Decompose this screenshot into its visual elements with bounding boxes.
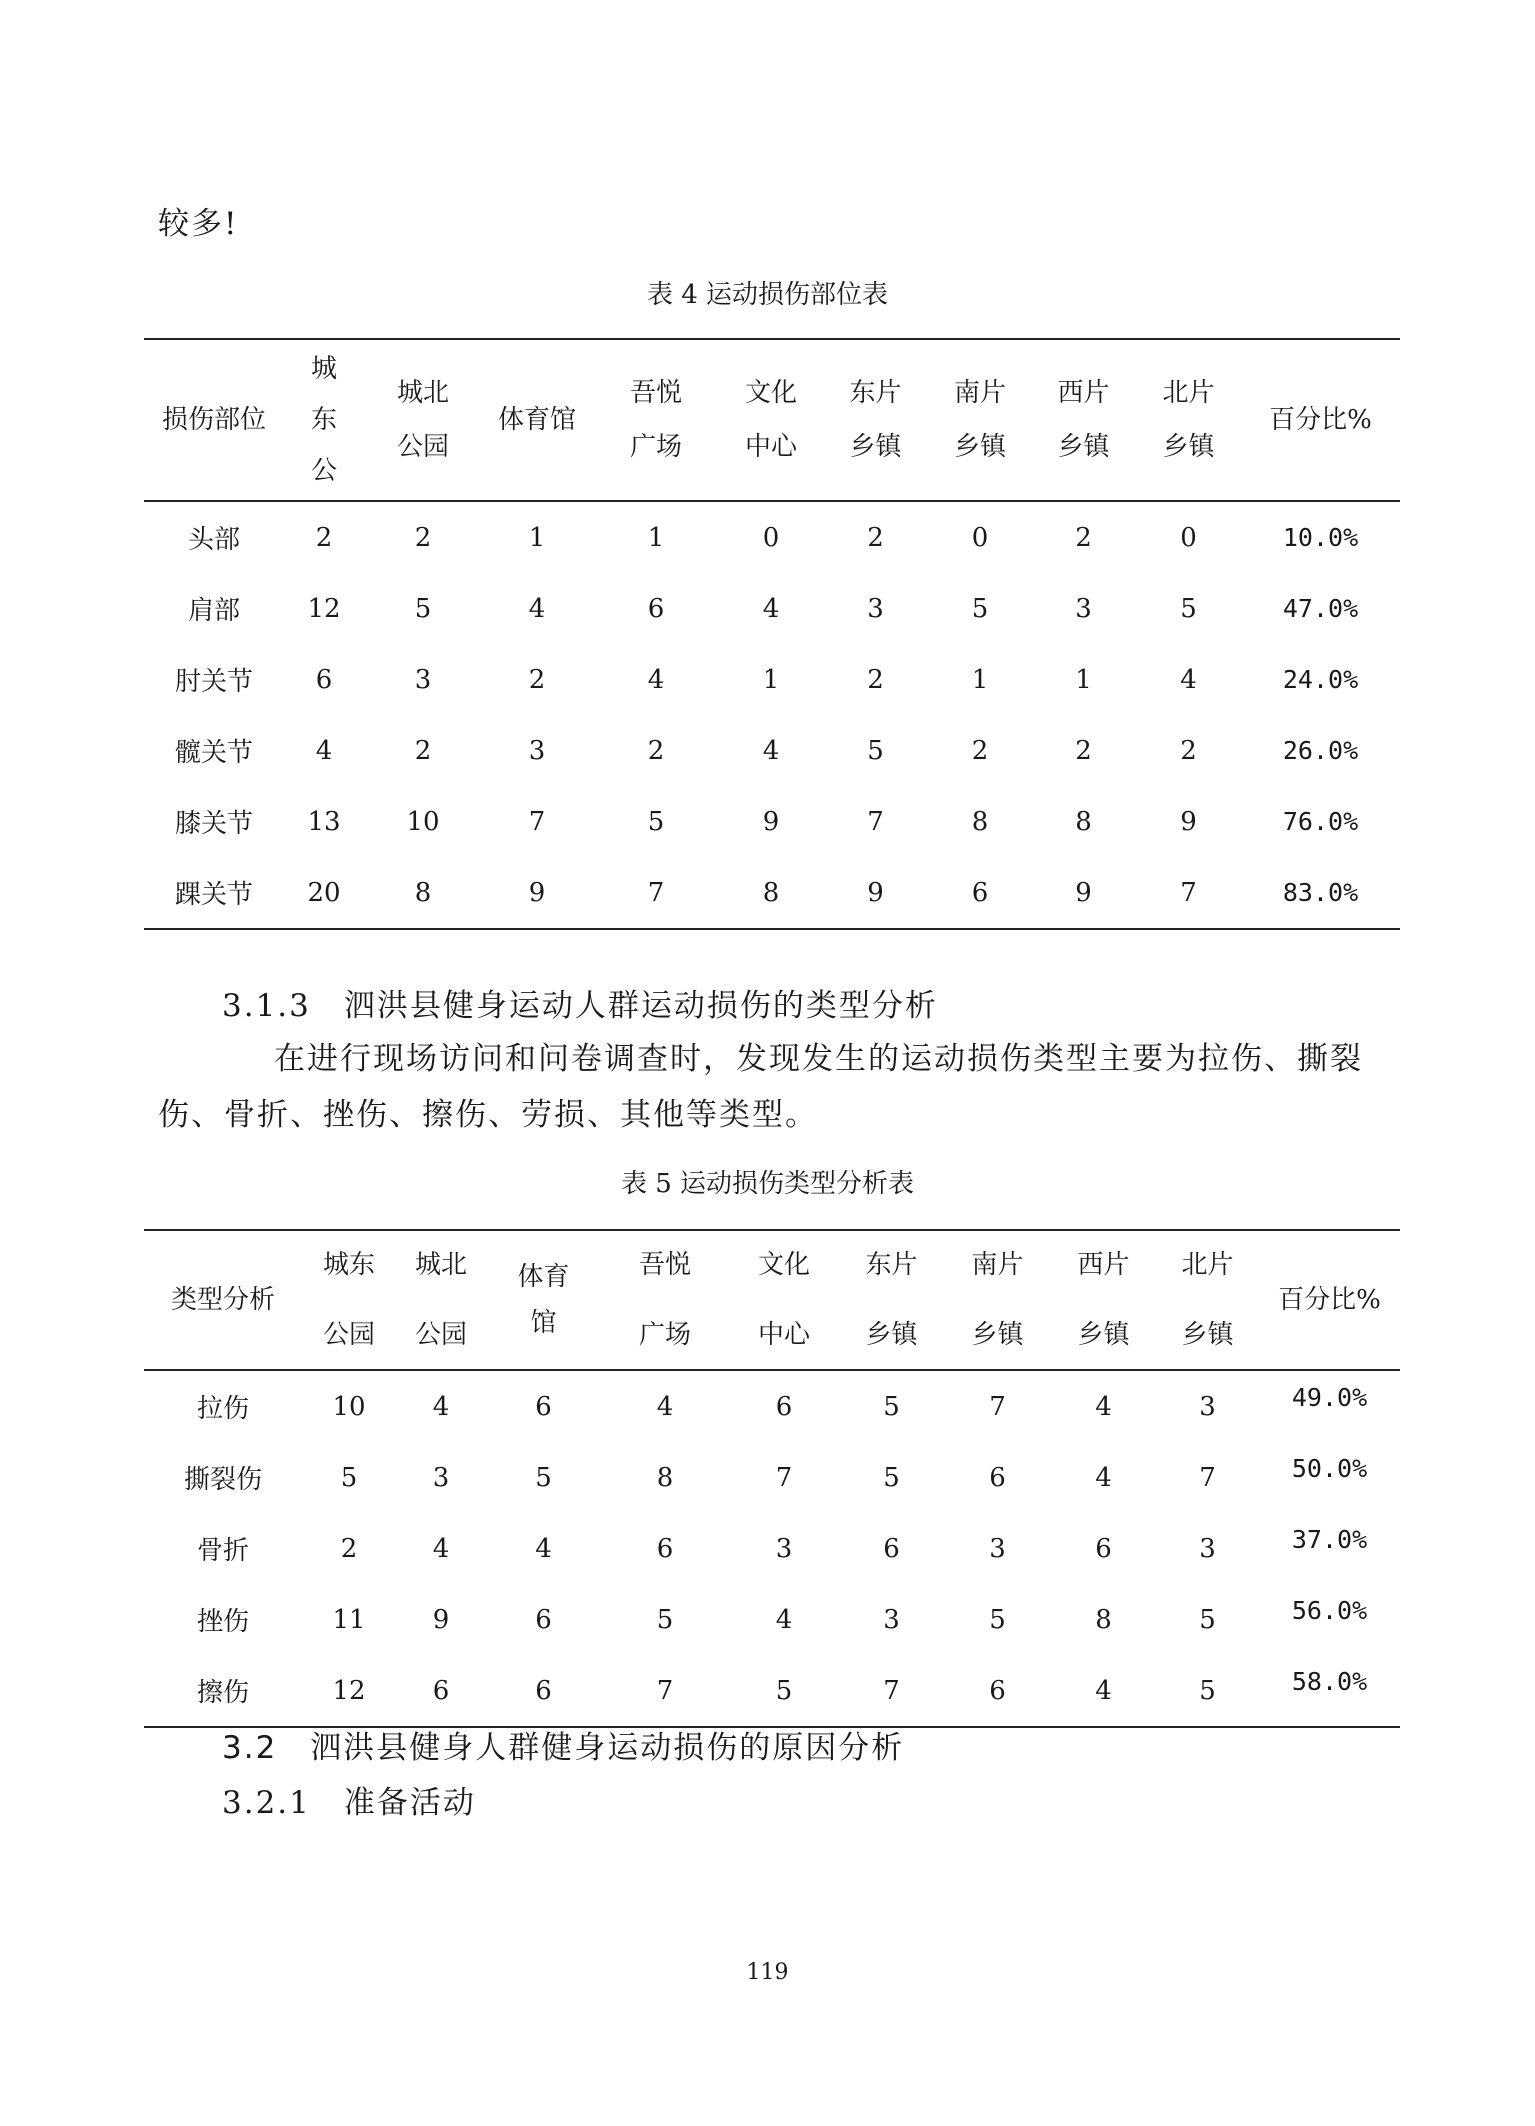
table-cell: 擦伤 bbox=[144, 1655, 302, 1727]
table4-header-percent: 百分比% bbox=[1241, 339, 1400, 501]
table-cell: 5 bbox=[989, 1604, 1006, 1635]
table-cell: 2 bbox=[971, 735, 989, 766]
table-cell-percent: 56.0% bbox=[1291, 1596, 1368, 1625]
table-cell-percent: 24.0% bbox=[1282, 665, 1359, 694]
table-cell: 8 bbox=[971, 806, 989, 837]
table-cell: 4 bbox=[432, 1391, 450, 1422]
table-cell: 3 bbox=[528, 735, 546, 766]
intro-tail-text: 较多! bbox=[158, 206, 239, 242]
table-cell: 5 bbox=[1199, 1604, 1216, 1635]
table-cell-percent: 47.0% bbox=[1282, 594, 1359, 623]
table-cell: 7 bbox=[989, 1391, 1006, 1422]
table-cell: 5 bbox=[867, 735, 884, 766]
table-cell: 5 bbox=[1156, 1655, 1259, 1727]
table-row bbox=[144, 573, 1400, 644]
table-cell: 8 bbox=[1095, 1604, 1112, 1635]
table-cell: 4 bbox=[1095, 1462, 1112, 1493]
table-cell: 6 bbox=[929, 857, 1031, 929]
table-cell: 3 bbox=[883, 1604, 900, 1635]
table4-header-gym: 体育馆 bbox=[482, 339, 592, 501]
table-cell: 6 bbox=[647, 593, 665, 624]
table-cell: 膝关节 bbox=[174, 809, 253, 839]
table-cell: 6 bbox=[656, 1533, 674, 1564]
table-cell: 7 bbox=[528, 806, 546, 837]
table-cell: 7 bbox=[601, 1655, 729, 1727]
table-cell: 10 bbox=[332, 1391, 366, 1422]
table-cell: 2 bbox=[414, 522, 432, 553]
table-cell: 2 bbox=[315, 522, 333, 553]
table-cell: 7 bbox=[775, 1462, 793, 1493]
table-cell: 4 bbox=[315, 735, 333, 766]
table4-header-culture-center: 文化 中心 bbox=[720, 339, 822, 501]
table-cell: 6 bbox=[535, 1391, 552, 1422]
table5-header-chengdong: 城东 公园 bbox=[302, 1230, 396, 1370]
table-cell: 3 bbox=[1199, 1391, 1216, 1422]
table-cell: 9 bbox=[432, 1604, 450, 1635]
table-cell: 6 bbox=[486, 1655, 601, 1727]
table4-header-chengdong: 城 东 公 bbox=[284, 339, 364, 501]
table-cell: 6 bbox=[1095, 1533, 1112, 1564]
table4-header-chengbei: 城北 公园 bbox=[364, 339, 482, 501]
table-cell: 9 bbox=[482, 857, 592, 929]
table4-header-west-towns: 西片 乡镇 bbox=[1031, 339, 1136, 501]
table-row bbox=[144, 644, 1400, 715]
table-cell: 头部 bbox=[187, 525, 240, 555]
table5-header-type: 类型分析 bbox=[144, 1230, 302, 1370]
table-cell: 5 bbox=[729, 1655, 839, 1727]
table-cell: 3 bbox=[775, 1533, 793, 1564]
table-cell: 0 bbox=[762, 522, 780, 553]
table4-header-injury-site: 损伤部位 bbox=[144, 339, 284, 501]
table-cell: 5 bbox=[414, 593, 432, 624]
table-cell: 3 bbox=[1199, 1533, 1216, 1564]
table-cell: 6 bbox=[775, 1391, 793, 1422]
table-cell: 3 bbox=[414, 664, 432, 695]
table-cell: 1 bbox=[971, 664, 989, 695]
table-cell: 0 bbox=[1180, 522, 1197, 553]
table-cell: 4 bbox=[647, 664, 665, 695]
table-cell: 5 bbox=[883, 1462, 900, 1493]
table-cell: 10 bbox=[406, 806, 440, 837]
table-cell: 1 bbox=[647, 522, 665, 553]
table-cell: 2 bbox=[528, 664, 546, 695]
table-cell: 4 bbox=[432, 1533, 450, 1564]
table-cell: 4 bbox=[1180, 664, 1197, 695]
table-cell: 8 bbox=[1075, 806, 1092, 837]
table-row bbox=[144, 501, 1400, 573]
table5-header-percent: 百分比% bbox=[1259, 1230, 1400, 1370]
table-cell: 3 bbox=[1075, 593, 1092, 624]
table-cell-percent: 49.0% bbox=[1291, 1383, 1368, 1412]
table-cell: 髋关节 bbox=[174, 738, 253, 768]
table-cell: 5 bbox=[883, 1391, 900, 1422]
table5-header-culture-center: 文化 中心 bbox=[729, 1230, 839, 1370]
table-cell: 4 bbox=[775, 1604, 793, 1635]
table-cell: 6 bbox=[315, 664, 333, 695]
table-cell: 7 bbox=[592, 857, 720, 929]
table-cell: 0 bbox=[971, 522, 989, 553]
section-313-heading: 3.1.3 泗洪县健身运动人群运动损伤的类型分析 bbox=[222, 988, 938, 1024]
table-cell: 6 bbox=[883, 1533, 900, 1564]
table-cell-percent: 10.0% bbox=[1282, 523, 1359, 552]
table5-header-gym: 体育 馆 bbox=[486, 1230, 601, 1370]
table-cell: 7 bbox=[839, 1655, 944, 1727]
table-cell: 2 bbox=[340, 1533, 358, 1564]
table-cell: 3 bbox=[989, 1533, 1006, 1564]
table-cell: 9 bbox=[822, 857, 929, 929]
table-row bbox=[144, 715, 1400, 786]
table-cell: 撕裂伤 bbox=[183, 1465, 262, 1495]
table-cell: 5 bbox=[535, 1462, 552, 1493]
table-cell: 4 bbox=[1095, 1391, 1112, 1422]
table-cell: 7 bbox=[1136, 857, 1241, 929]
table-cell: 3 bbox=[432, 1462, 450, 1493]
table-cell: 5 bbox=[340, 1462, 358, 1493]
table-cell: 12 bbox=[307, 593, 341, 624]
table-row bbox=[144, 1442, 1400, 1513]
table-cell: 12 bbox=[302, 1655, 396, 1727]
table-row bbox=[144, 1370, 1400, 1442]
table5-header-north-towns: 北片 乡镇 bbox=[1156, 1230, 1259, 1370]
table-cell-percent: 26.0% bbox=[1282, 736, 1359, 765]
table-cell: 4 bbox=[762, 593, 780, 624]
table-cell: 6 bbox=[535, 1604, 552, 1635]
table-cell: 肩部 bbox=[187, 596, 240, 626]
table-cell: 挫伤 bbox=[196, 1607, 249, 1637]
table-cell: 拉伤 bbox=[196, 1394, 249, 1424]
table-cell: 4 bbox=[762, 735, 780, 766]
table-cell: 7 bbox=[867, 806, 884, 837]
table-cell: 6 bbox=[944, 1655, 1051, 1727]
injury-type-table bbox=[144, 1229, 1400, 1728]
table-cell: 11 bbox=[332, 1604, 366, 1635]
table4-header-wuyue: 吾悦 广场 bbox=[592, 339, 720, 501]
table4-caption: 表 4 运动损伤部位表 bbox=[646, 280, 889, 310]
table-row bbox=[144, 1584, 1400, 1655]
table4-header-row bbox=[144, 339, 1400, 501]
table5-header-east-towns: 东片 乡镇 bbox=[839, 1230, 944, 1370]
table4-header-north-towns: 北片 乡镇 bbox=[1136, 339, 1241, 501]
table5-header-wuyue: 吾悦 广场 bbox=[601, 1230, 729, 1370]
table-cell: 9 bbox=[762, 806, 780, 837]
table-cell: 6 bbox=[989, 1462, 1006, 1493]
table-cell: 8 bbox=[720, 857, 822, 929]
table5-header-west-towns: 西片 乡镇 bbox=[1051, 1230, 1156, 1370]
table5-header-south-towns: 南片 乡镇 bbox=[944, 1230, 1051, 1370]
table-cell: 20 bbox=[284, 857, 364, 929]
section-313-paragraph-line2: 伤、骨折、挫伤、擦伤、劳损、其他等类型。 bbox=[158, 1097, 818, 1133]
table-cell: 4 bbox=[528, 593, 546, 624]
section-313-paragraph-line1: 在进行现场访问和问卷调查时，发现发生的运动损伤类型主要为拉伤、撕裂 bbox=[274, 1041, 1363, 1077]
section-32-heading: 3.2 泗洪县健身人群健身运动损伤的原因分析 bbox=[222, 1730, 905, 1766]
table-cell: 2 bbox=[867, 664, 884, 695]
table-row bbox=[144, 786, 1400, 857]
table-cell: 5 bbox=[656, 1604, 674, 1635]
table-cell: 1 bbox=[528, 522, 546, 553]
table-cell: 肘关节 bbox=[174, 667, 253, 697]
table-row bbox=[144, 1655, 1400, 1727]
table-cell: 3 bbox=[867, 593, 884, 624]
table-cell-percent: 83.0% bbox=[1241, 857, 1400, 929]
table-row bbox=[144, 1513, 1400, 1584]
table-cell-percent: 76.0% bbox=[1282, 807, 1359, 836]
page-number: 119 bbox=[746, 1960, 789, 1985]
table-row bbox=[144, 857, 1400, 929]
table-cell: 2 bbox=[414, 735, 432, 766]
section-321-heading: 3.2.1 准备活动 bbox=[222, 1785, 476, 1821]
table4-header-south-towns: 南片 乡镇 bbox=[929, 339, 1031, 501]
table5-caption: 表 5 运动损伤类型分析表 bbox=[620, 1169, 915, 1199]
table-cell: 5 bbox=[971, 593, 989, 624]
table-cell: 骨折 bbox=[196, 1536, 249, 1566]
injury-site-table bbox=[144, 338, 1400, 930]
table-cell: 2 bbox=[1075, 735, 1092, 766]
table-cell: 1 bbox=[1075, 664, 1092, 695]
table-cell: 13 bbox=[307, 806, 341, 837]
table-cell: 4 bbox=[535, 1533, 552, 1564]
table-cell-percent: 50.0% bbox=[1291, 1454, 1368, 1483]
table-cell: 7 bbox=[1199, 1462, 1216, 1493]
table4-header-east-towns: 东片 乡镇 bbox=[822, 339, 929, 501]
table-cell: 2 bbox=[647, 735, 665, 766]
table-cell-percent: 58.0% bbox=[1259, 1646, 1400, 1718]
table-cell: 2 bbox=[867, 522, 884, 553]
table-cell: 5 bbox=[1180, 593, 1197, 624]
table-cell: 9 bbox=[1180, 806, 1197, 837]
table-cell: 2 bbox=[1180, 735, 1197, 766]
table-cell: 1 bbox=[762, 664, 780, 695]
table-cell: 8 bbox=[656, 1462, 674, 1493]
table-cell: 4 bbox=[1051, 1655, 1156, 1727]
table5-header-row bbox=[144, 1230, 1400, 1370]
table-cell: 5 bbox=[647, 806, 665, 837]
table5-header-chengbei: 城北 公园 bbox=[396, 1230, 486, 1370]
table-cell: 6 bbox=[396, 1655, 486, 1727]
table-cell-percent: 37.0% bbox=[1291, 1525, 1368, 1554]
table-cell: 踝关节 bbox=[144, 857, 284, 929]
table-cell: 2 bbox=[1075, 522, 1092, 553]
table-cell: 8 bbox=[364, 857, 482, 929]
table-cell: 4 bbox=[656, 1391, 674, 1422]
table-cell: 9 bbox=[1031, 857, 1136, 929]
